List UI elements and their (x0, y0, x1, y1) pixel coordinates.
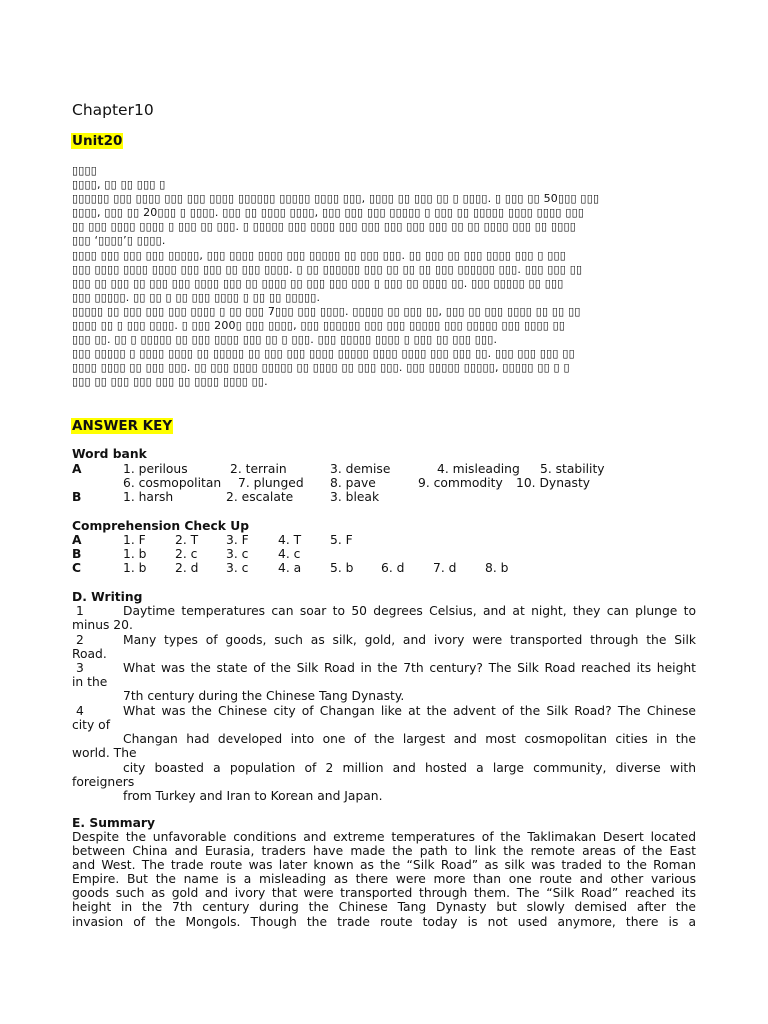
word-bank-label-a: A (72, 462, 82, 476)
comprehension-answer: 5. F (330, 533, 353, 547)
korean-heading: ▯▯▯▯ (72, 164, 98, 177)
writing-answer-4: What was the Chinese city of Changan like at the advent of the Silk Road? The Chinese (123, 704, 696, 718)
summary-heading: E. Summary (72, 816, 155, 830)
unit-title-highlight: Unit20 (72, 133, 123, 149)
word-bank-item: 4. misleading (437, 462, 520, 476)
writing-answer-4-cont: Changan had developed into one of the largest and most cosmopolitan cities in the (123, 732, 696, 746)
summary-line: invasion of the Mongols. Though the trade route today is not used anymore, there is a (72, 914, 696, 929)
korean-line: ▯▯▯ ▯▯ ▯▯▯ ▯▯ ▯▯▯ ▯▯▯ ▯▯▯▯ ▯▯▯ ▯▯ ▯▯▯▯ ▯▯ ▯▯▯ ▯▯▯ ▯▯▯ ▯ ▯▯▯ ▯▯ ▯▯▯▯ ▯▯. ▯▯▯ ▯▯▯▯▯ ▯▯ ▯▯▯ (72, 276, 564, 290)
word-bank-item: 9. commodity (418, 476, 503, 490)
comprehension-answer: 2. d (175, 561, 199, 575)
korean-line: ▯▯▯ ‘▯▯▯▯’▯ ▯▯▯▯. (72, 234, 166, 248)
korean-line: ▯▯▯ ▯▯▯▯▯ ▯ ▯▯▯▯ ▯▯▯▯ ▯▯ ▯▯▯▯▯ ▯▯ ▯▯▯ ▯▯▯ ▯▯▯▯ ▯▯▯▯▯ ▯▯▯▯ ▯▯▯▯ ▯▯▯ ▯▯▯ ▯▯. ▯▯▯ ▯▯▯ ▯▯▯ ▯▯ (72, 347, 575, 361)
writing-number: 2 (76, 633, 84, 647)
word-bank-item: 1. perilous (123, 462, 188, 476)
writing-answer-1-cont: minus 20. (72, 618, 133, 632)
word-bank-item: 8. pave (330, 476, 376, 490)
comprehension-answer: 4. a (278, 561, 302, 575)
word-bank-heading: Word bank (72, 447, 147, 461)
comprehension-answer: 7. d (433, 561, 457, 575)
korean-line: ▯▯▯ ▯▯. ▯▯ ▯ ▯▯▯▯▯ ▯▯ ▯▯▯ ▯▯▯▯ ▯▯▯ ▯▯ ▯ ▯▯▯. ▯▯▯ ▯▯▯▯▯ ▯▯▯▯ ▯ ▯▯▯ ▯▯ ▯▯▯ ▯▯▯. (72, 333, 498, 347)
comprehension-heading: Comprehension Check Up (72, 519, 250, 533)
word-bank-item: 1. harsh (123, 490, 174, 504)
word-bank-item: 3. demise (330, 462, 391, 476)
chapter-title: Chapter10 (72, 101, 154, 119)
comprehension-answer: 3. F (226, 533, 249, 547)
korean-line: ▯▯▯▯ ▯▯ ▯ ▯▯▯ ▯▯▯▯. ▯ ▯▯▯ 200▯ ▯▯▯ ▯▯▯▯, ▯▯▯ ▯▯▯▯▯▯ ▯▯▯ ▯▯▯ ▯▯▯▯▯ ▯▯▯ ▯▯▯▯▯ ▯▯▯ ▯▯▯▯ ▯▯ (72, 319, 566, 333)
writing-number: 1 (76, 604, 84, 618)
korean-line: ▯▯▯▯, ▯▯▯ ▯▯ 20▯▯▯ ▯ ▯▯▯▯. ▯▯▯ ▯▯ ▯▯▯▯ ▯▯▯▯, ▯▯▯ ▯▯▯ ▯▯▯ ▯▯▯▯▯ ▯ ▯▯▯ ▯▯ ▯▯▯▯▯ ▯▯▯▯ ▯▯▯▯ ▯▯▯ (72, 206, 585, 220)
unit-title (71, 133, 123, 149)
word-bank-label-b: B (72, 490, 82, 504)
writing-heading: D. Writing (72, 590, 143, 604)
korean-line: ▯▯▯▯▯▯ ▯▯▯ ▯▯▯▯ ▯▯▯ ▯▯▯ ▯▯▯▯ ▯▯▯▯▯▯ ▯▯▯▯▯ ▯▯▯▯ ▯▯▯, ▯▯▯▯ ▯▯ ▯▯▯ ▯▯ ▯ ▯▯▯▯. ▯ ▯▯▯ ▯▯ 50▯▯▯ ▯▯▯ (72, 192, 600, 206)
answer-key-title (71, 418, 173, 434)
writing-answer-4-cont: world. The (72, 746, 137, 760)
korean-line: ▯▯▯ ▯▯▯▯ ▯▯▯▯ ▯▯▯▯ ▯▯▯ ▯▯▯ ▯▯ ▯▯▯ ▯▯▯▯. ▯ ▯▯ ▯▯▯▯▯▯ ▯▯▯ ▯▯ ▯▯ ▯▯ ▯▯▯ ▯▯▯▯▯▯ ▯▯▯. ▯▯▯ ▯▯▯ ▯▯ (72, 262, 583, 276)
word-bank-item: 10. Dynasty (516, 476, 591, 490)
writing-number: 4 (76, 704, 84, 718)
summary-line: Despite the unfavorable conditions and extreme temperatures of the Taklimakan Desert located (72, 830, 696, 844)
summary-paragraph (72, 830, 696, 929)
word-bank-item: 2. terrain (230, 462, 287, 476)
comprehension-answer: 1. b (123, 561, 147, 575)
writing-answer-4-cont: from Turkey and Iran to Korean and Japan. (123, 789, 383, 803)
summary-line: goods such as gold and ivory that were transported through them. The “Silk Road” reached its (72, 886, 696, 901)
comprehension-answer: 5. b (330, 561, 354, 575)
writing-number: 3 (76, 661, 84, 675)
comprehension-answer: 6. d (381, 561, 405, 575)
comprehension-answer: 4. c (278, 547, 301, 561)
summary-line: and West. The trade route was later known as the “Silk Road” as silk was traded to the Roman (72, 858, 696, 873)
korean-line: ▯▯ ▯▯▯ ▯▯▯▯ ▯▯▯▯ ▯ ▯▯▯ ▯▯ ▯▯▯. ▯ ▯▯▯▯▯ ▯▯▯ ▯▯▯▯ ▯▯▯ ▯▯▯ ▯▯▯ ▯▯▯ ▯▯▯ ▯▯ ▯▯ ▯▯▯▯ ▯▯▯ ▯▯ ▯▯▯▯ (72, 220, 576, 234)
comprehension-answer: 1. b (123, 547, 147, 561)
korean-line: ▯▯▯▯ ▯▯▯ ▯▯▯ ▯▯▯ ▯▯▯▯▯, ▯▯▯ ▯▯▯▯ ▯▯▯▯ ▯▯▯ ▯▯▯▯▯ ▯▯ ▯▯▯ ▯▯▯. ▯▯ ▯▯▯ ▯▯ ▯▯▯ ▯▯▯▯ ▯▯▯ ▯ ▯▯▯ (72, 248, 567, 262)
answer-key-highlight: ANSWER KEY (72, 418, 173, 434)
word-bank-item: 3. bleak (330, 490, 380, 504)
writing-answer-2-cont: Road. (72, 647, 107, 661)
comprehension-answer: 3. c (226, 547, 249, 561)
summary-line: Empire. But the name is a misleading as there were more than one route and other various (72, 872, 696, 887)
writing-answer-4-cont: city boasted a population of 2 million and hosted a large community, diverse with (123, 761, 696, 775)
word-bank-item: 5. stability (540, 462, 605, 476)
writing-answer-2: Many types of goods, such as silk, gold, and ivory were transported through the Silk (123, 633, 696, 647)
comprehension-answer: 2. T (175, 533, 199, 547)
korean-line: ▯▯▯ ▯▯ ▯▯▯ ▯▯▯ ▯▯▯ ▯▯ ▯▯▯▯ ▯▯▯▯ ▯▯. (72, 375, 268, 389)
word-bank-item: 2. escalate (226, 490, 294, 504)
korean-passage (72, 164, 698, 390)
writing-answer-4-cont: city of (72, 718, 111, 732)
writing-answer-1: Daytime temperatures can soar to 50 degrees Celsius, and at night, they can plunge to (123, 604, 696, 618)
comprehension-label-a: A (72, 533, 82, 547)
writing-answer-3: What was the state of the Silk Road in the 7th century? The Silk Road reached its height (123, 661, 696, 675)
comprehension-answer: 1. F (123, 533, 146, 547)
comprehension-label-b: B (72, 547, 82, 561)
summary-line: height in the 7th century during the Chinese Tang Dynasty but slowly demised after the (72, 900, 696, 915)
comprehension-answer: 8. b (485, 561, 509, 575)
korean-line: ▯▯▯▯ ▯▯▯▯ ▯▯ ▯▯▯ ▯▯▯. ▯▯ ▯▯▯ ▯▯▯▯ ▯▯▯▯▯ ▯▯ ▯▯▯▯ ▯▯ ▯▯▯ ▯▯▯. ▯▯▯ ▯▯▯▯▯ ▯▯▯▯▯, ▯▯▯▯▯ ▯▯ ▯ ▯ (72, 361, 570, 375)
word-bank-item: 6. cosmopolitan (123, 476, 222, 490)
comprehension-answer: 2. c (175, 547, 198, 561)
korean-subheading: ▯▯▯▯, ▯▯ ▯▯ ▯▯▯ ▯ (72, 178, 166, 192)
comprehension-answer: 3. c (226, 561, 249, 575)
comprehension-answer: 4. T (278, 533, 302, 547)
word-bank-item: 7. plunged (238, 476, 304, 490)
korean-line: ▯▯▯ ▯▯▯▯▯. ▯▯ ▯▯ ▯ ▯▯ ▯▯▯ ▯▯▯▯ ▯ ▯▯ ▯▯ ▯▯▯▯▯. (72, 290, 321, 304)
korean-line: ▯▯▯▯▯ ▯▯ ▯▯▯ ▯▯▯ ▯▯▯ ▯▯▯▯ ▯ ▯▯ ▯▯▯ 7▯▯▯ ▯▯▯ ▯▯▯▯. ▯▯▯▯▯ ▯▯ ▯▯▯ ▯▯, ▯▯▯ ▯▯ ▯▯▯ ▯▯▯▯ ▯▯ ▯▯ ▯▯ (72, 304, 581, 318)
comprehension-label-c: C (72, 561, 82, 575)
summary-line: between China and Eurasia, traders have made the path to link the remote areas of the East (72, 844, 696, 859)
writing-answer-4-cont: foreigners (72, 775, 135, 789)
writing-answer-3-cont: in the (72, 675, 108, 689)
writing-answer-3-cont: 7th century during the Chinese Tang Dynasty. (123, 689, 405, 703)
